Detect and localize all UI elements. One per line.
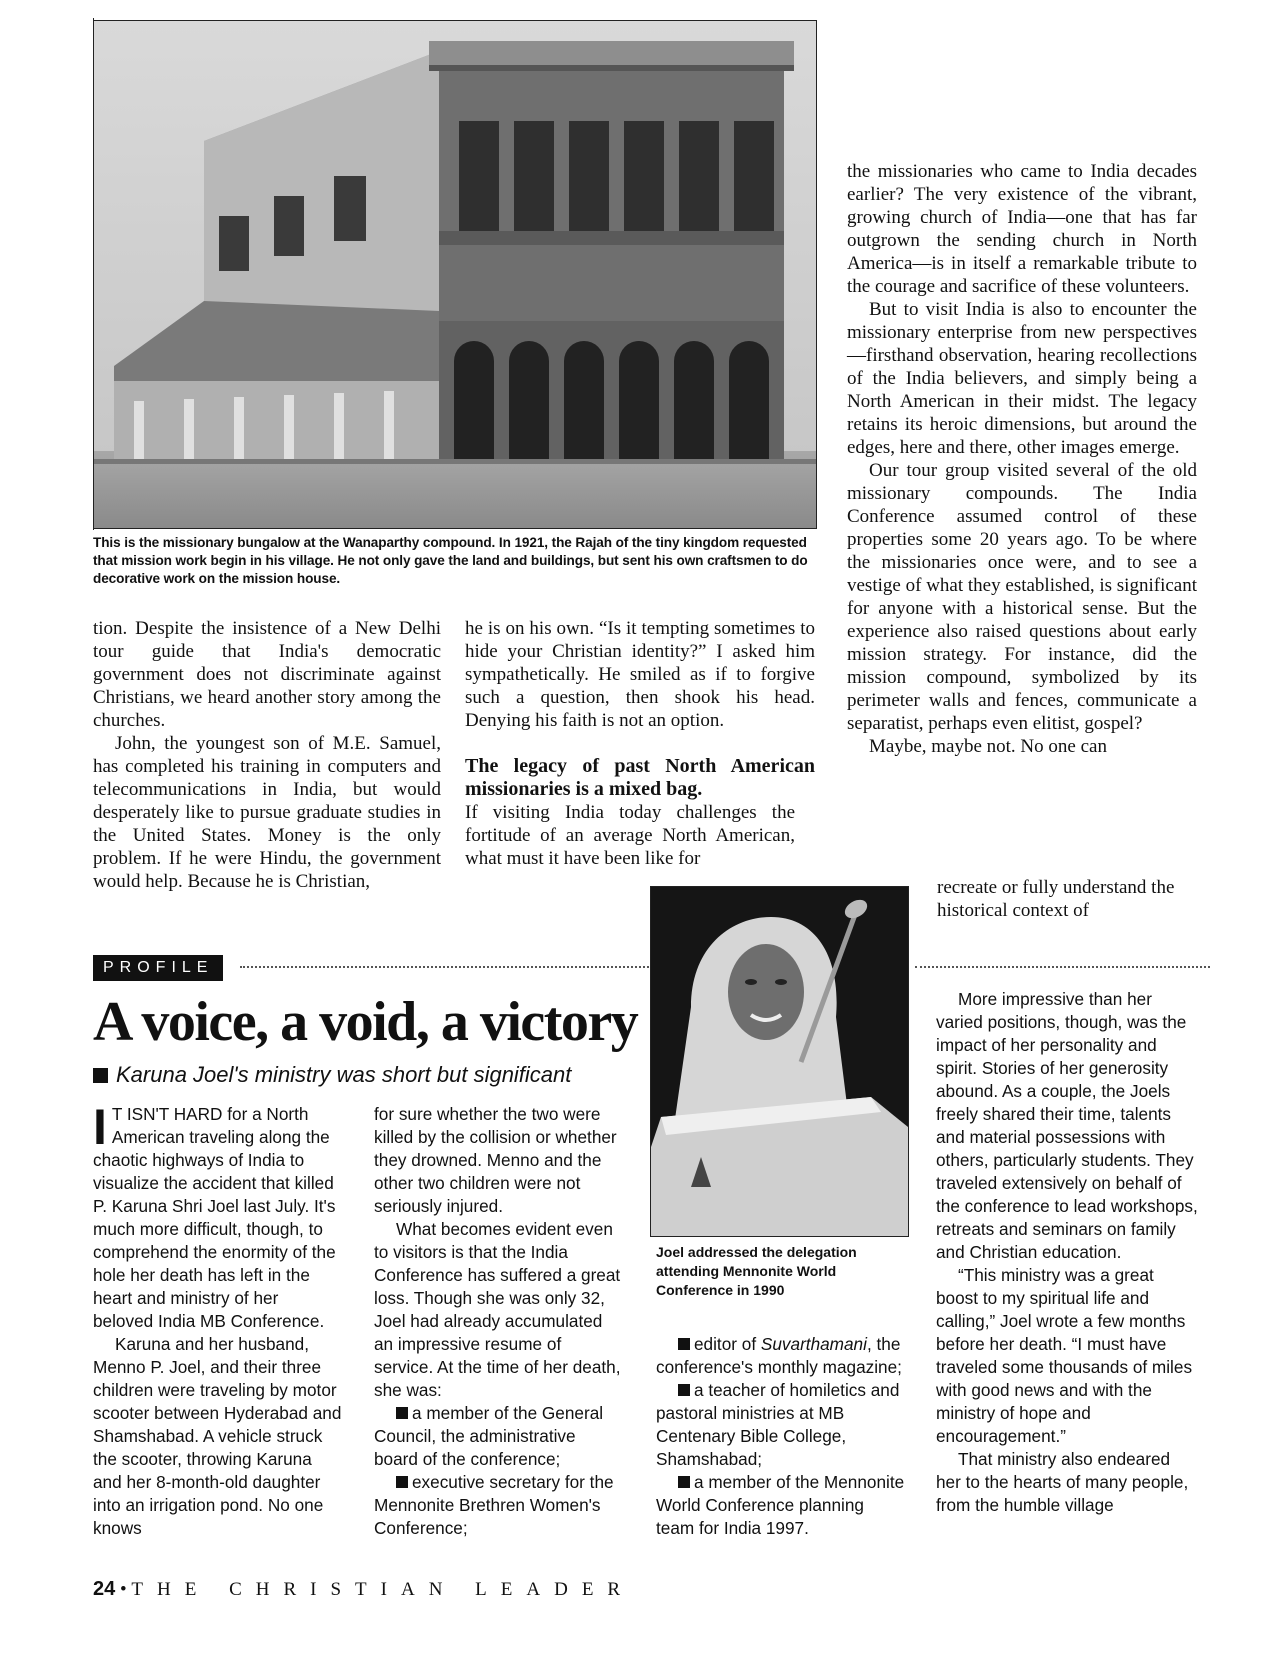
paragraph: I T ISN'T HARD for a North American traveling along the chaotic highways of India to visualize the accident that killed P. Karuna Shri Joel last July. It's much more difficult, though, to comprehend the enormity of the hole her death has left in the heart and ministry of her beloved India MB Conference. xyxy=(93,1099,336,1331)
profile-column-1 xyxy=(93,1099,343,1540)
dotted-rule xyxy=(915,966,1210,968)
square-bullet-icon xyxy=(396,1476,408,1488)
bullet-item: a teacher of homiletics and pastoral ministries at MB Centenary Bible College, Shamshabad; xyxy=(656,1380,900,1469)
square-bullet-icon xyxy=(93,1068,108,1083)
bungalow-illustration xyxy=(94,21,816,528)
paragraph: That ministry also endeared her to the hearts of many people, from the humble village xyxy=(936,1449,1189,1515)
square-bullet-icon xyxy=(678,1476,690,1488)
dotted-rule xyxy=(240,966,653,968)
square-bullet-icon xyxy=(396,1407,408,1419)
profile-column-3 xyxy=(656,1333,906,1540)
paragraph: for sure whether the two were killed by the collision or whether they drowned. Menno and the other two children were not seriously injured. xyxy=(374,1104,617,1216)
paragraph: Maybe, maybe not. No one can xyxy=(869,736,1107,757)
page-number: 24 xyxy=(93,1578,116,1600)
profile-headline: A voice, a void, a victory xyxy=(93,991,638,1053)
paragraph: Karuna and her husband, Menno P. Joel, and their three children were traveling by motor scooter between Hyderabad and Shamshabad. A vehicle struck the scooter, throwing Karuna and her 8-month-old daughter into an irrigation pond. No one knows xyxy=(93,1334,342,1538)
paragraph: What becomes evident even to visitors is that the India Conference has suffered a great loss. Though she was only 32, Joel had already accumulated an impressive resume of service. At the time of her death, she was: xyxy=(374,1219,621,1400)
subhead-text: Karuna Joel's ministry was short but significant xyxy=(116,1062,572,1087)
speaker-photo xyxy=(650,886,909,1237)
paragraph: If visiting India today challenges the fortitude of an average North American, what must it have been like for xyxy=(465,802,795,869)
bullet-item: a member of the Mennonite World Conference planning team for India 1997. xyxy=(656,1472,905,1538)
paragraph: tion. Despite the insistence of a New Delhi tour guide that India's democratic government does not discriminate against Christians, we heard another story among the churches. xyxy=(93,618,441,731)
footer-bullet: • xyxy=(120,1579,127,1600)
section-lead: The legacy of past North American missionaries is a mixed bag. xyxy=(465,755,815,800)
bungalow-photo xyxy=(93,20,817,529)
profile-column-4 xyxy=(936,988,1198,1517)
profile-subhead xyxy=(93,1062,571,1088)
speaker-photo-caption: Joel addressed the delegation attending Mennonite World Conference in 1990 xyxy=(656,1244,857,1298)
page-footer xyxy=(93,1578,634,1601)
bullet-item: editor of Suvarthamani, the conference's monthly magazine; xyxy=(656,1334,902,1377)
article-column-3 xyxy=(847,160,1197,758)
article-column-2 xyxy=(465,617,815,870)
article-column-3-continued: recreate or fully understand the historical context of xyxy=(937,877,1175,921)
paragraph: the missionaries who came to India decades earlier? The very existence of the vibrant, growing church of India—one that has far outgrown the sending church in North America—is in itself a remarkable tribute to the courage and sacrifice of these volunteers. xyxy=(847,161,1197,297)
paragraph: More impressive than her varied positions, though, was the impact of her personality and spirit. Stories of her generosity abound. As a couple, the Joels freely shared their time, talents and material possessions with others, particularly students. They traveled extensively on behalf of the conference to lead workshops, retreats and seminars on family and Christian education. xyxy=(936,989,1198,1262)
paragraph: John, the youngest son of M.E. Samuel, has completed his training in computers and telecommunications in India, but would desperately like to pursue graduate studies in the United States. Money is the only problem. If he were Hindu, the government would help. Because he is Christian, xyxy=(93,733,441,892)
paragraph: “This ministry was a great boost to my spiritual life and calling,” Joel wrote a few months before her death. “I must have traveled some thousands of miles with good news and with the ministry of hope and encouragement.” xyxy=(936,1265,1193,1446)
profile-tag: PROFILE xyxy=(93,955,223,981)
paragraph: But to visit India is also to encounter the missionary enterprise from new perspectives—firsthand observation, hearing recollections of the India believers, and simply being a North American in their midst. The legacy retains its heroic dimensions, but around the edges, here and there, other images emerge. xyxy=(847,299,1197,458)
paragraph: he is on his own. “Is it tempting sometimes to hide your Christian identity?” I asked him sympathetically. He smiled as if to forgive such a question, then shook his head. Denying his faith is not an option. xyxy=(465,618,815,731)
paragraph: Our tour group visited several of the old missionary compounds. The India Conference assumed control of these properties some 20 years ago. To be where the missionaries once were, and to see a vestige of what they established, is significant for anyone with a historical sense. But the experience also raised questions about early mission strategy. For instance, did the mission compound, symbolized by its perimeter walls and fences, communicate a separatist, perhaps even elitist, gospel? xyxy=(847,460,1197,734)
article-column-1 xyxy=(93,617,441,893)
bungalow-photo-caption: This is the missionary bungalow at the Wanaparthy compound. In 1921, the Rajah of the tiny kingdom requested that mission work begin in his village. He not only gave the land and buildings, but sent his own craftsmen to do decorative work on the mission house. xyxy=(93,535,808,586)
square-bullet-icon xyxy=(678,1338,690,1350)
drop-cap: I xyxy=(93,1099,107,1155)
bullet-item: a member of the General Council, the administrative board of the conference; xyxy=(374,1403,604,1469)
bullet-item: executive secretary for the Mennonite Brethren Women's Conference; xyxy=(374,1472,614,1538)
speaker-illustration xyxy=(651,887,908,1236)
profile-column-2 xyxy=(374,1103,624,1540)
magazine-name: THE CHRISTIAN LEADER xyxy=(131,1579,635,1600)
square-bullet-icon xyxy=(678,1384,690,1396)
